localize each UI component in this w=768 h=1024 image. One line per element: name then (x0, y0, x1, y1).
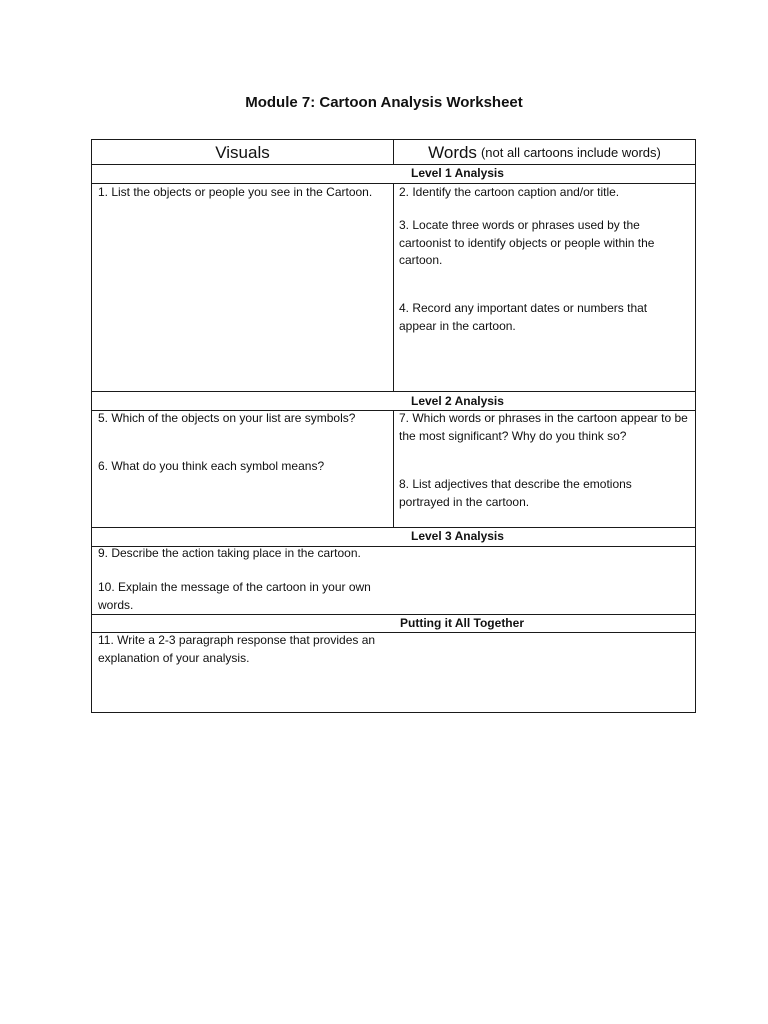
page-title: Module 7: Cartoon Analysis Worksheet (245, 94, 523, 111)
prompt-q7: 7. Which words or phrases in the cartoon appear to be the most significant? Why do you think so? (399, 411, 692, 443)
rule-below-header (92, 164, 695, 165)
prompt-q4: 4. Record any important dates or numbers that appear in the cartoon. (399, 301, 651, 333)
words-column-header (394, 140, 695, 165)
analysis-table (91, 139, 696, 713)
prompt-q5: 5. Which of the objects on your list are symbols? (98, 411, 356, 425)
prompt-q10: 10. Explain the message of the cartoon in your own words. (98, 580, 375, 612)
prompt-q3: 3. Locate three words or phrases used by the cartoonist to identify objects or people within the cartoon. (399, 218, 658, 267)
divider-level2 (393, 410, 394, 527)
prompt-q11: 11. Write a 2-3 paragraph response that provides an explanation of your analysis. (98, 633, 379, 665)
prompt-q9: 9. Describe the action taking place in the cartoon. (98, 546, 361, 560)
prompt-q2: 2. Identify the cartoon caption and/or title. (399, 185, 620, 199)
prompt-q6: 6. What do you think each symbol means? (98, 459, 325, 473)
visuals-header-label: Visuals (215, 142, 270, 162)
prompt-q8: 8. List adjectives that describe the emotions portrayed in the cartoon. (399, 477, 636, 509)
words-header-label: Words (428, 142, 477, 162)
rule-above-level2-label (92, 391, 695, 392)
section-together-label: Putting it All Together (400, 616, 524, 630)
section-level1-label: Level 1 Analysis (411, 166, 504, 180)
section-level2-label: Level 2 Analysis (411, 394, 504, 408)
section-level3-label: Level 3 Analysis (411, 529, 504, 543)
rule-above-level3-label (92, 527, 695, 528)
rule-above-together-label (92, 614, 695, 615)
prompt-q1: 1. List the objects or people you see in the Cartoon. (98, 185, 373, 199)
divider-level1 (393, 183, 394, 391)
visuals-column-header (92, 140, 393, 165)
divider-header (393, 140, 394, 164)
words-header-note: (not all cartoons include words) (480, 145, 661, 160)
